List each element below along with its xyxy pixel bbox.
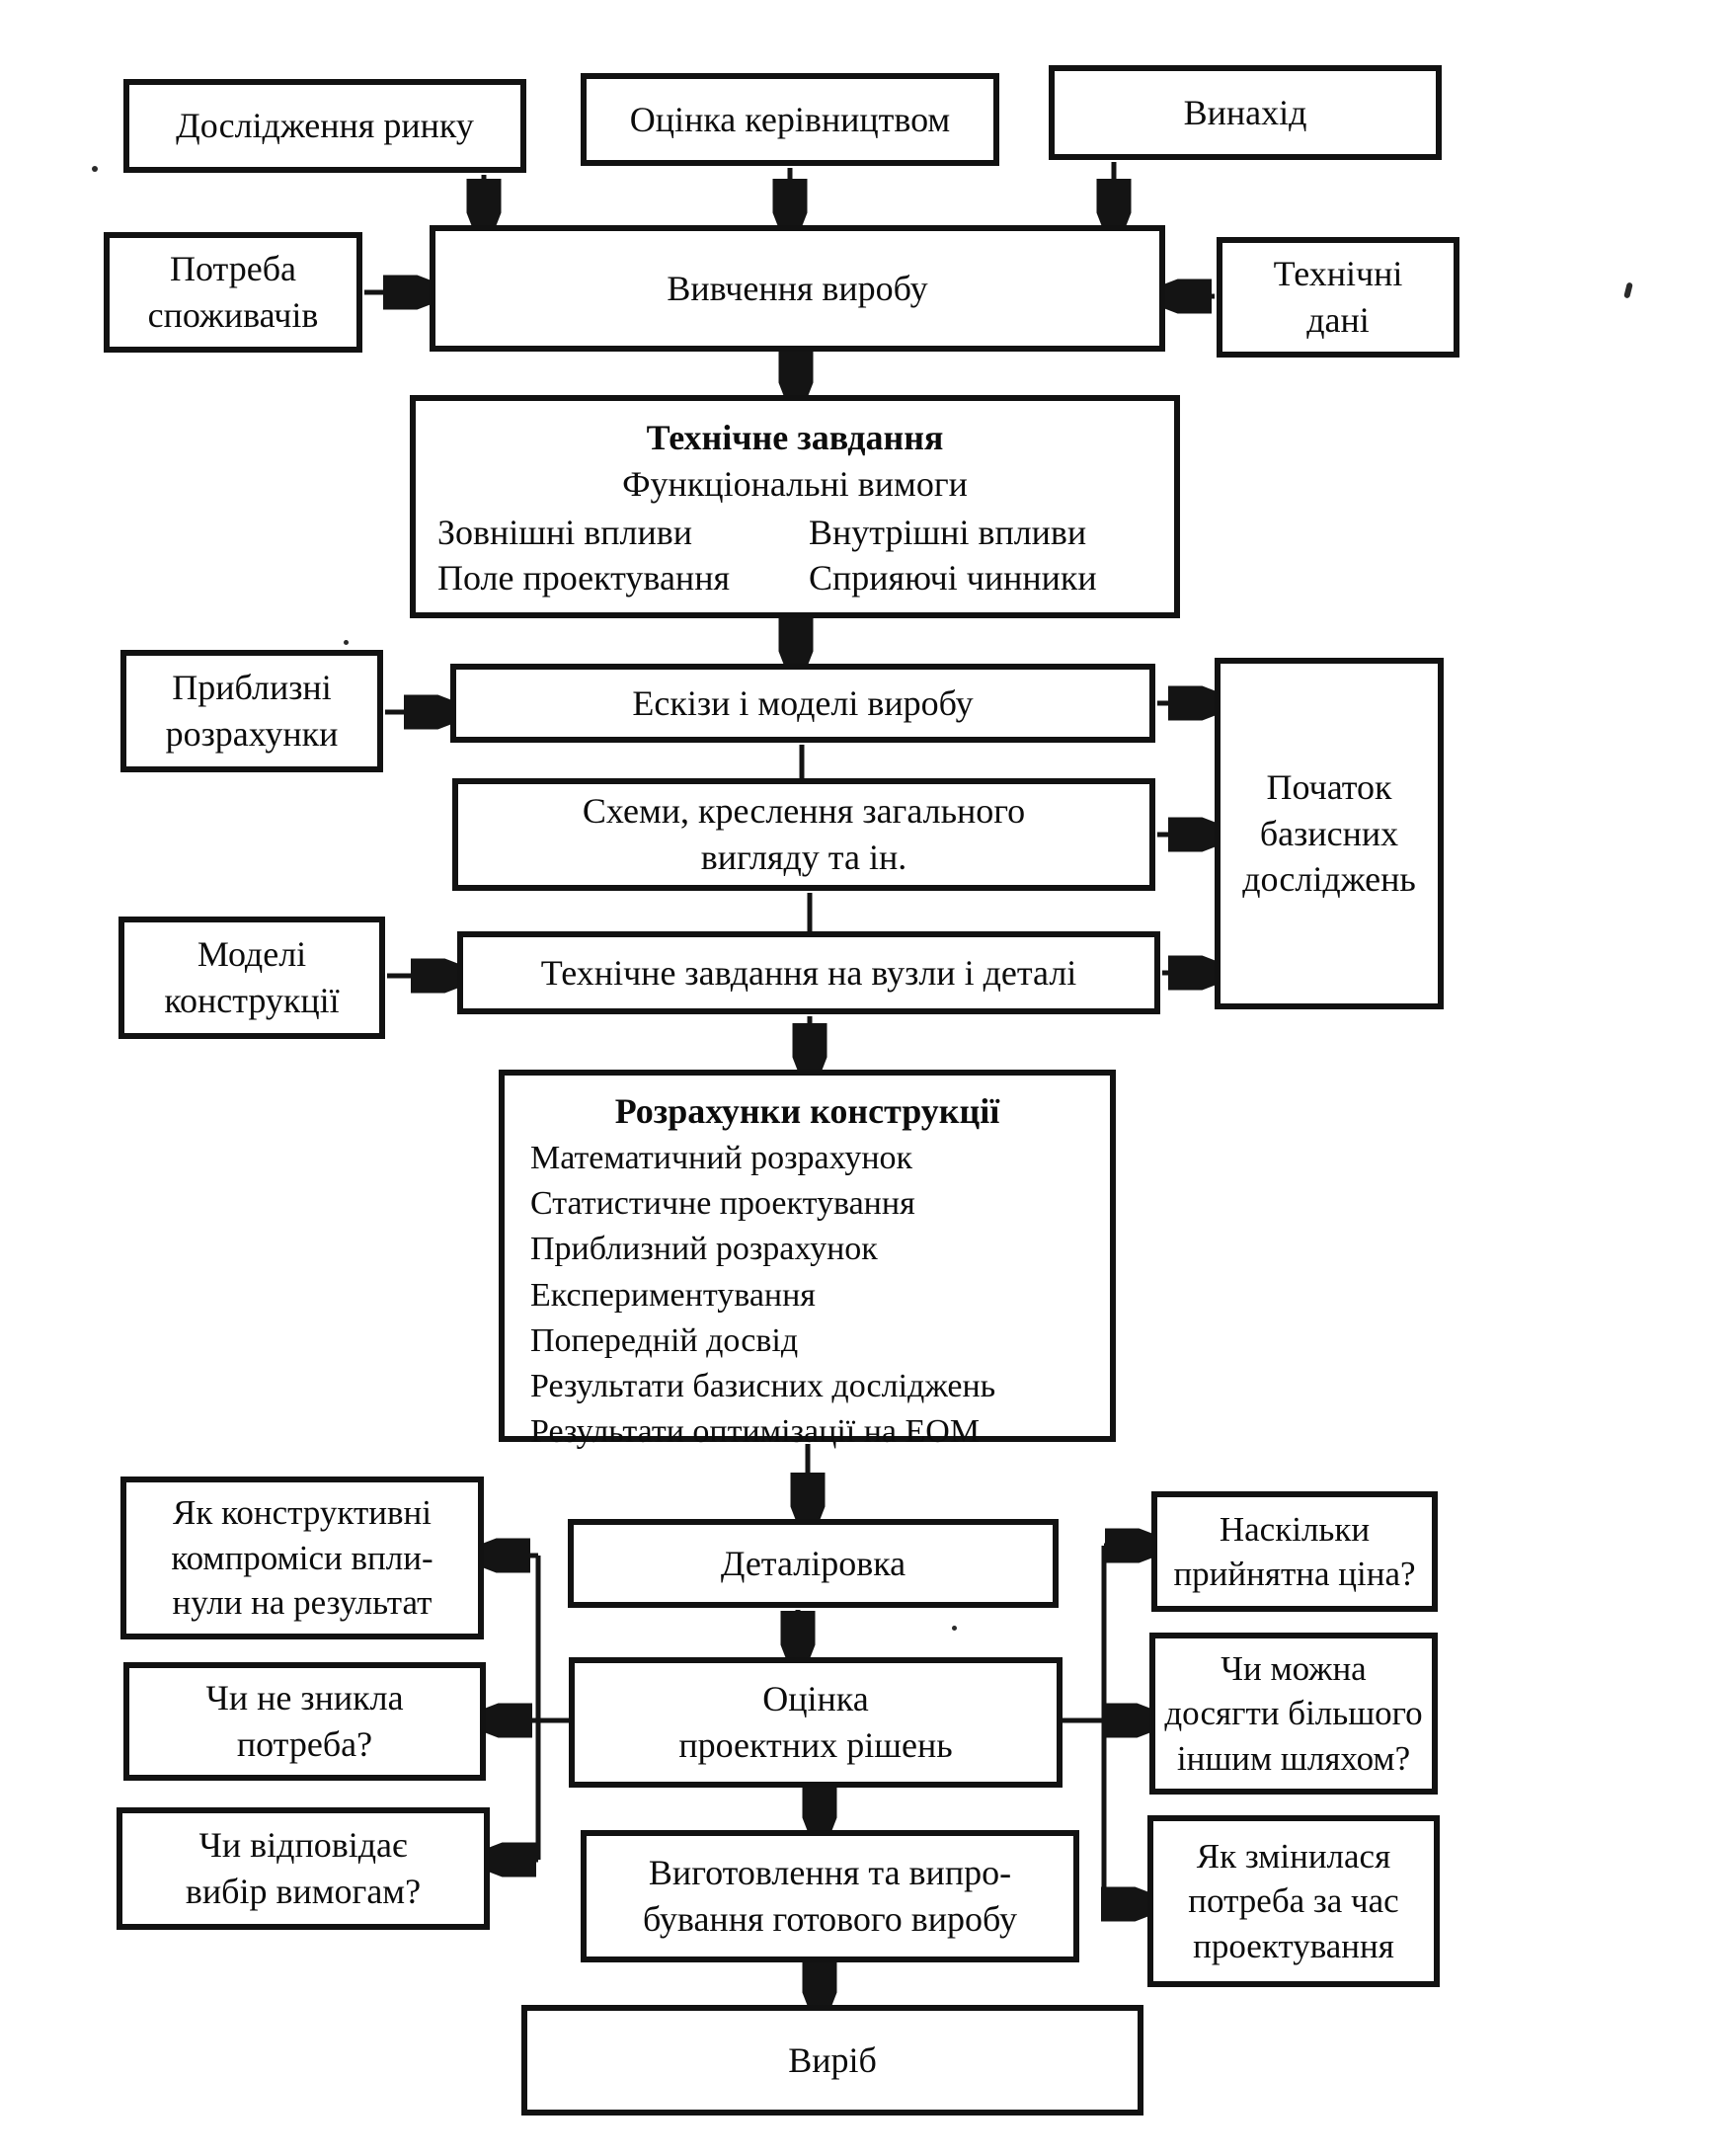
node-label: досягти більшого xyxy=(1164,1694,1423,1733)
node-label: досліджень xyxy=(1242,859,1416,900)
node-label: бування готового виробу xyxy=(642,1899,1018,1939)
node-construction-models xyxy=(118,917,385,1039)
node-label: Чи можна xyxy=(1221,1648,1367,1688)
tech-task-left-column xyxy=(424,510,795,602)
node-tech-data xyxy=(1217,237,1459,358)
tech-task-item: Зовнішні впливи xyxy=(437,512,693,552)
construction-calc-item: Статистичне проектування xyxy=(530,1185,915,1223)
construction-calc-items xyxy=(512,1136,1102,1456)
node-label: вибір вимогам? xyxy=(185,1872,422,1911)
tech-task-item: Поле проектування xyxy=(437,558,731,599)
node-need-changed xyxy=(1147,1815,1440,1987)
node-label: Потреба xyxy=(170,249,296,289)
node-label: Винахід xyxy=(1183,92,1307,132)
node-label: Оцінка керівництвом xyxy=(629,99,951,139)
node-label: Як змінилася xyxy=(1196,1836,1391,1876)
node-label: Виріб xyxy=(788,2039,877,2080)
node-manufacturing xyxy=(581,1830,1079,1962)
scan-speck xyxy=(92,166,98,172)
node-label: Моделі xyxy=(197,934,307,975)
tech-task-item: Сприяючі чинники xyxy=(809,558,1097,599)
node-label: проектування xyxy=(1193,1926,1394,1965)
node-label: Початок xyxy=(1266,766,1392,807)
node-label: Технічні xyxy=(1273,254,1403,294)
node-management-eval xyxy=(581,73,999,166)
node-label: іншим шляхом? xyxy=(1176,1738,1411,1778)
construction-calc-item: Результати оптимізації на ЕОМ xyxy=(530,1413,981,1451)
node-label: базисних xyxy=(1259,813,1399,853)
node-label: потреба за час xyxy=(1188,1881,1399,1921)
scan-speck xyxy=(952,1626,957,1631)
node-tech-task xyxy=(410,395,1180,618)
node-label: Наскільки xyxy=(1219,1509,1371,1549)
node-label: потреба? xyxy=(236,1724,373,1764)
node-label: Ескізи і моделі виробу xyxy=(632,682,974,723)
node-label: конструкції xyxy=(164,981,340,1020)
node-label: Чи відповідає xyxy=(198,1825,408,1866)
tech-task-item: Внутрішні впливи xyxy=(809,512,1087,552)
node-label: споживачів xyxy=(147,295,319,335)
node-more-other-way xyxy=(1149,1633,1438,1795)
construction-calc-item: Приблизний розрахунок xyxy=(530,1231,878,1268)
tech-task-columns xyxy=(424,510,1166,602)
node-label: Схеми, креслення загального xyxy=(582,791,1026,832)
node-sketches xyxy=(450,664,1155,743)
node-choice-requirements xyxy=(117,1807,490,1930)
node-label: Оцінка xyxy=(762,1679,869,1719)
construction-calc-item: Попередній досвід xyxy=(530,1321,799,1359)
node-tech-task-units xyxy=(457,931,1160,1014)
node-label: Як конструктивні xyxy=(173,1493,432,1533)
tech-task-subtitle: Функціональні вимоги xyxy=(622,463,968,504)
tech-task-right-column xyxy=(795,510,1166,602)
node-price-acceptable xyxy=(1151,1491,1438,1612)
node-label: Чи не зникла xyxy=(205,1678,404,1718)
node-invention xyxy=(1049,65,1442,160)
scan-speck xyxy=(344,640,349,645)
node-label: Виготовлення та випро- xyxy=(648,1853,1012,1893)
node-schemes xyxy=(452,778,1155,891)
node-research-market xyxy=(123,79,526,173)
node-product xyxy=(521,2005,1143,2116)
node-consumer-need xyxy=(104,232,362,353)
node-basic-research xyxy=(1215,658,1444,1009)
node-label: Приблизні xyxy=(172,668,332,708)
node-product-study xyxy=(430,225,1165,352)
node-construction-calc xyxy=(499,1070,1116,1451)
node-need-disappeared xyxy=(123,1662,486,1781)
node-label: прийнятна ціна? xyxy=(1173,1555,1416,1593)
node-label: Вивчення виробу xyxy=(667,268,928,308)
construction-calc-item: Результати базисних досліджень xyxy=(530,1368,996,1405)
node-eval-decisions xyxy=(569,1657,1063,1788)
node-label: компроміси впли- xyxy=(171,1538,433,1577)
node-label: дані xyxy=(1306,300,1370,340)
construction-calc-title: Розрахунки конструкції xyxy=(614,1091,1000,1131)
node-detailing xyxy=(568,1519,1059,1608)
construction-calc-item: Експериментування xyxy=(530,1276,816,1314)
node-label: Деталіровка xyxy=(720,1543,906,1583)
node-label: Дослідження ринку xyxy=(176,106,474,146)
construction-calc-item: Математичний розрахунок xyxy=(530,1139,913,1176)
node-label: вигляду та ін. xyxy=(700,838,907,877)
node-label: нули на результат xyxy=(172,1583,433,1623)
node-label: проектних рішень xyxy=(678,1725,953,1765)
node-design-compromises xyxy=(120,1477,484,1639)
node-approx-calc xyxy=(120,650,383,772)
node-label: Технічне завдання на вузли і деталі xyxy=(540,952,1077,993)
tech-task-title: Технічне завдання xyxy=(646,418,944,457)
node-label: розрахунки xyxy=(165,714,339,754)
line-left-branch-spine xyxy=(538,1556,569,1860)
